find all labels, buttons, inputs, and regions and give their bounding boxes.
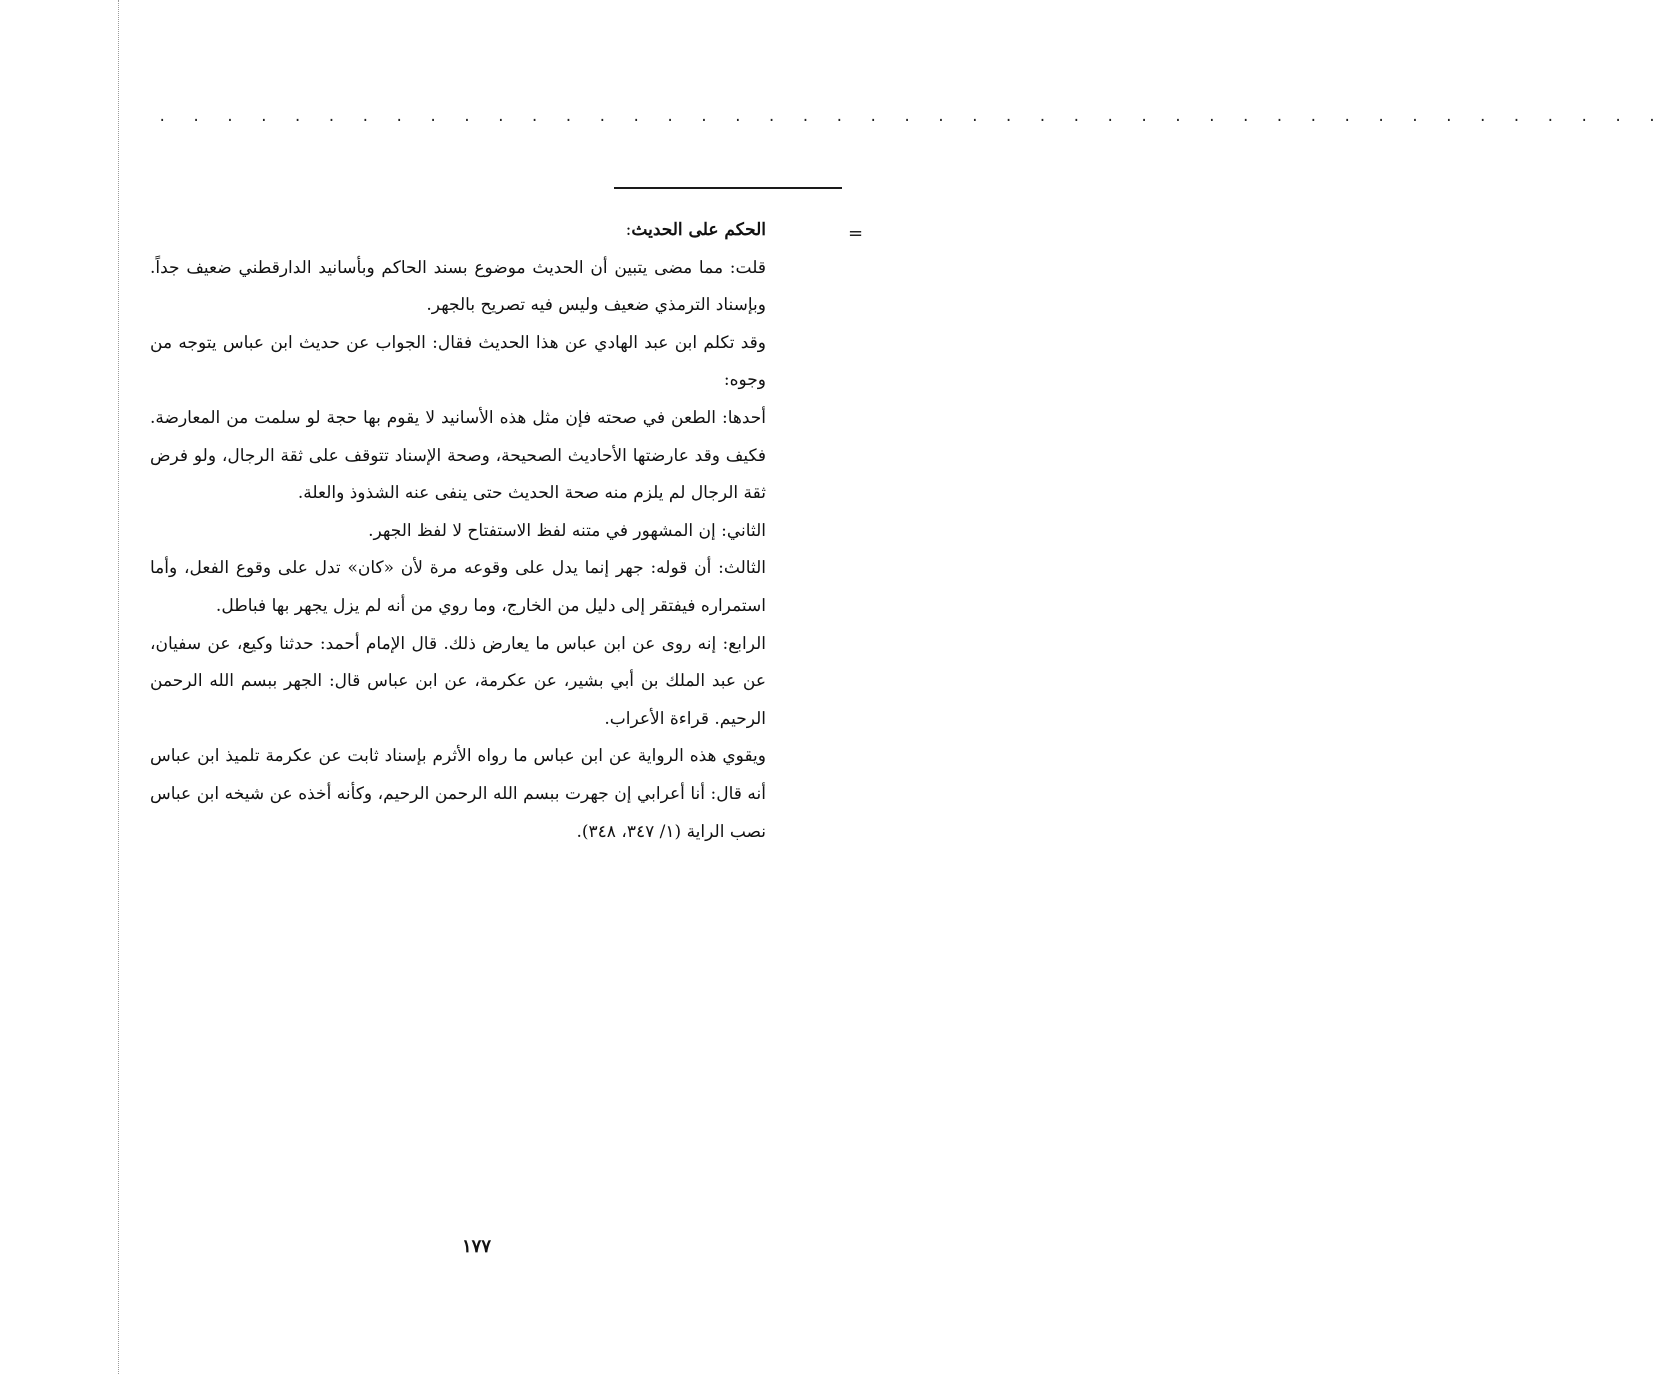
section-heading-colon: : [625, 220, 632, 240]
paragraph: أحدها: الطعن في صحته فإن مثل هذه الأسانيد لا يقوم بها حجة لو سلمت من المعارضة. فكيف وقد عارضتها الأحاديث الصحيحة، وصحة الإسناد تتوقف على ثقة الرجال، ولو فرض ثقة الرجال لم يلزم منه صحة الحديث حتى ينفى عنه الشذوذ والعلة. [150, 407, 766, 504]
section-heading-line [150, 212, 766, 250]
paragraph: ويقوي هذه الرواية عن ابن عباس ما رواه الأثرم بإسناد ثابت عن عكرمة تلميذ ابن عباس أنه قال: أنا أعرابي إن جهرت ببسم الله الرحمن الرحيم، وكأنه أخذه عن شيخه ابن عباس نصب الراية (١/ ٣٤٧، ٣٤٨). [150, 746, 766, 842]
paragraph: الثالث: أن قوله: جهر إنما يدل على وقوعه مرة لأن «كان» تدل على وقوع الفعل، وأما استمراره فيفتقر إلى دليل من الخارج، وما روي من أنه لم يزل يجهر بها فباطل. [150, 558, 766, 616]
page-number: ١٧٧ [461, 1236, 491, 1257]
main-text [150, 212, 766, 851]
paragraph: وقد تكلم ابن عبد الهادي عن هذا الحديث فقال: الجواب عن حديث ابن عباس يتوجه من وجوه: [150, 332, 766, 391]
section-heading: الحكم على الحديث [631, 220, 766, 240]
continuation-mark: = [848, 223, 864, 244]
page-edge-line [118, 0, 119, 1374]
dotted-separator: . . . . . . . . . . . . . . . . . . . . . . . . . . . . . . . . . . . . . . . . . . . . . [158, 109, 1665, 125]
footnote-rule [614, 187, 842, 189]
paragraph: الرابع: إنه روى عن ابن عباس ما يعارض ذلك. قال الإمام أحمد: حدثنا وكيع، عن سفيان، عن عبد الملك بن أبي بشير، عن عكرمة، عن ابن عباس قال: الجهر ببسم الله الرحمن الرحيم. قراءة الأعراب. [150, 633, 767, 729]
paragraph: قلت: مما مضى يتبين أن الحديث موضوع بسند الحاكم وبأسانيد الدارقطني ضعيف جداً. وبإسناد الترمذي ضعيف وليس فيه تصريح بالجهر. [150, 257, 766, 316]
paragraph: الثاني: إن المشهور في متنه لفظ الاستفتاح لا لفظ الجهر. [368, 520, 766, 541]
